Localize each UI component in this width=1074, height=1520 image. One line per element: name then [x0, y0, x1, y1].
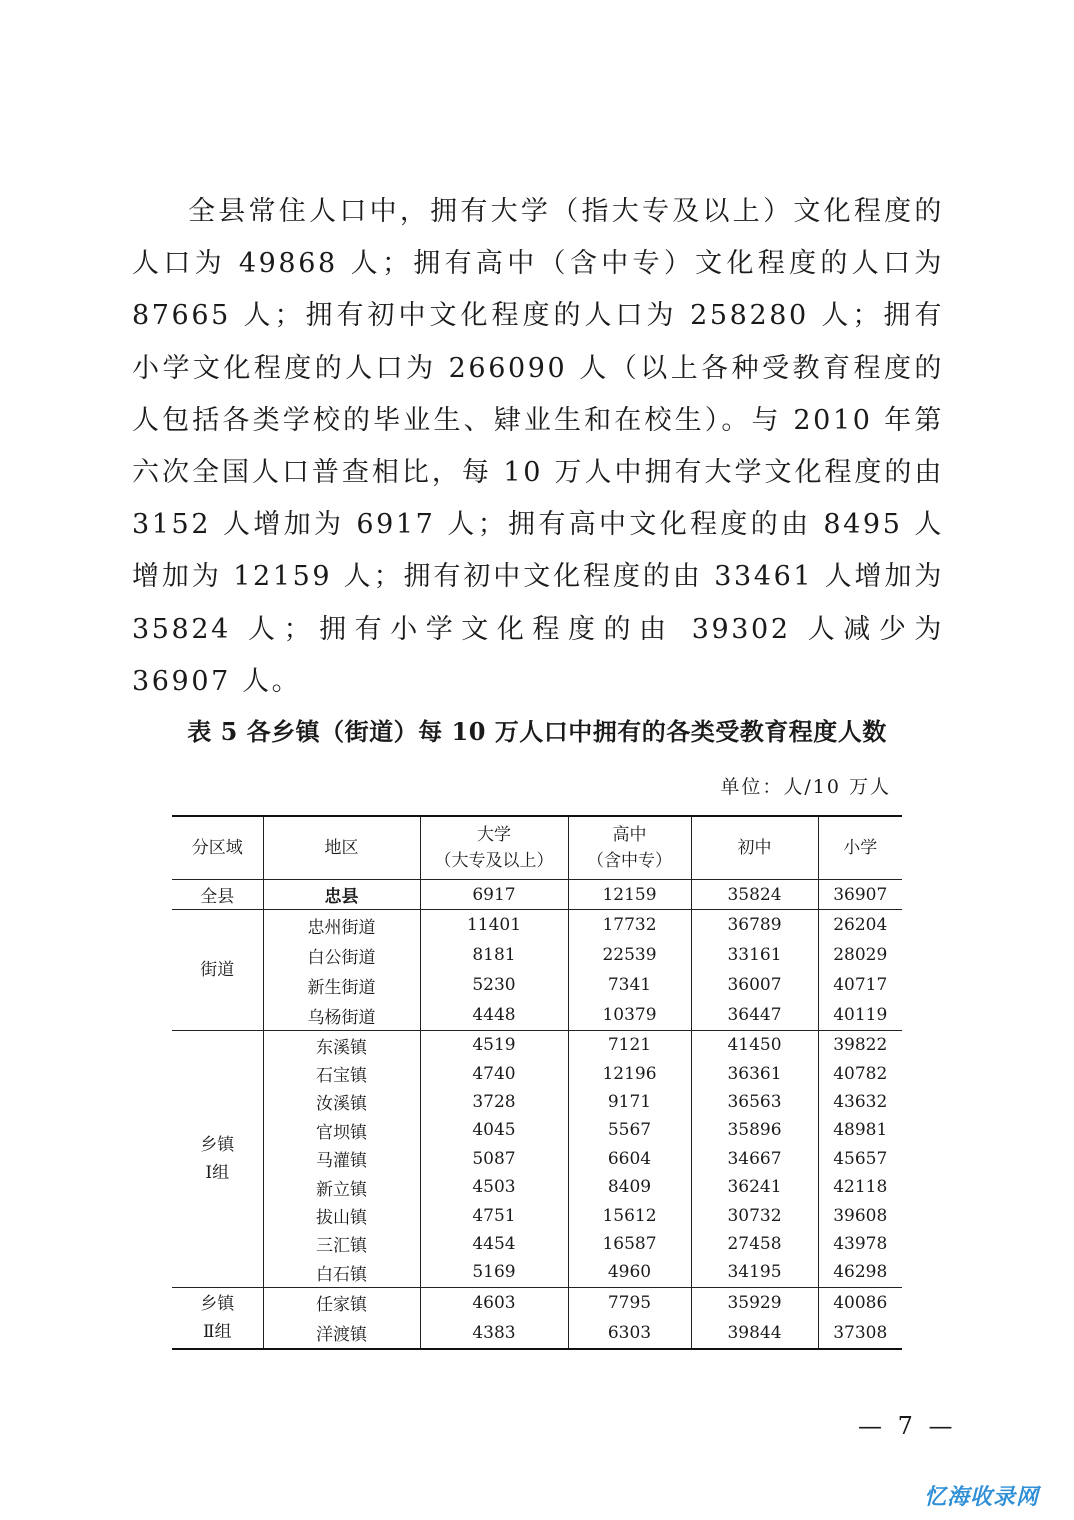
cell-primary: 39822: [818, 1031, 902, 1060]
cell-highschool: 9171: [568, 1088, 691, 1116]
table-title: 表 5 各乡镇（街道）每 10 万人口中拥有的各类受教育程度人数: [187, 717, 887, 746]
table-row: [172, 1145, 902, 1173]
cell-area: 任家镇: [263, 1287, 420, 1318]
header-university-note: （大专及以上）: [434, 851, 554, 871]
table-row-county: [172, 880, 902, 910]
cell-area: 乌杨街道: [263, 1000, 420, 1031]
cell-highschool: 7795: [568, 1287, 691, 1318]
zone-label: 街道: [200, 960, 235, 980]
cell-area: 忠县: [263, 880, 420, 910]
cell-university: 6917: [420, 880, 568, 910]
cell-university: 4603: [420, 1287, 568, 1318]
cell-university: 5087: [420, 1145, 568, 1173]
cell-highschool: 7121: [568, 1031, 691, 1060]
cell-highschool: 8409: [568, 1173, 691, 1201]
table-row: [172, 1000, 902, 1031]
cell-zone-group: [172, 1287, 263, 1349]
cell-university: 5230: [420, 970, 568, 1000]
body-paragraph: 全县常住人口中，拥有大学（指大专及以上）文化程度的人口为 49868 人；拥有高中（含中专）文化程度的人口为 87665 人；拥有初中文化程度的人口为 258280 人；拥有小学文化程度的人口为 266090 人（以上各种受教育程度的人包括各类学校的毕业生、肄业生和在校生）。与 2010 年第六次全国人口普查相比，每 10 万人中拥有大学文化程度的由 3152 人增加为 6917 人；拥有高中文化程度的由 8495 人增加为 12159 人；拥有初中文化程度的由 33461 人增加为 35824 人；拥有小学文化程度的由 39302 人减少为 36907 人。: [132, 196, 944, 697]
cell-area: 忠州街道: [263, 910, 420, 941]
cell-university: 11401: [420, 910, 568, 941]
cell-highschool: 22539: [568, 940, 691, 970]
table-header-row: [172, 816, 902, 880]
cell-highschool: 12196: [568, 1059, 691, 1087]
cell-university: 5169: [420, 1258, 568, 1287]
header-zone: 分区域: [172, 816, 263, 880]
cell-area: 新生街道: [263, 970, 420, 1000]
cell-primary: 46298: [818, 1258, 902, 1287]
cell-area: 东溪镇: [263, 1031, 420, 1060]
cell-university: 8181: [420, 940, 568, 970]
cell-junior: 36361: [691, 1059, 818, 1087]
table-row: [172, 1201, 902, 1229]
cell-primary: 28029: [818, 940, 902, 970]
cell-area: 官坝镇: [263, 1116, 420, 1144]
cell-primary: 26204: [818, 910, 902, 941]
cell-university: 4448: [420, 1000, 568, 1031]
cell-highschool: 5567: [568, 1116, 691, 1144]
cell-area: 石宝镇: [263, 1059, 420, 1087]
header-university: [420, 816, 568, 880]
cell-junior: 35929: [691, 1287, 818, 1318]
cell-zone-group: [172, 1031, 263, 1288]
cell-junior: 27458: [691, 1230, 818, 1258]
zone-sublabel: Ⅰ组: [205, 1162, 230, 1183]
cell-junior: 34667: [691, 1145, 818, 1173]
table-row: [172, 1258, 902, 1287]
page-number: — 7 —: [858, 1412, 957, 1440]
cell-junior: 35824: [691, 880, 818, 910]
cell-area: 白石镇: [263, 1258, 420, 1287]
cell-junior: 39844: [691, 1318, 818, 1349]
cell-highschool: 6604: [568, 1145, 691, 1173]
cell-university: 4751: [420, 1201, 568, 1229]
cell-primary: 40119: [818, 1000, 902, 1031]
cell-university: 4503: [420, 1173, 568, 1201]
table-row: [172, 910, 902, 941]
cell-highschool: 15612: [568, 1201, 691, 1229]
table-unit: 单位：人/10 万人: [720, 776, 891, 798]
cell-junior: 41450: [691, 1031, 818, 1060]
cell-primary: 45657: [818, 1145, 902, 1173]
table-row: [172, 1116, 902, 1144]
header-highschool-note: （含中专）: [587, 851, 672, 871]
header-highschool-main: 高中: [612, 825, 647, 845]
cell-highschool: 10379: [568, 1000, 691, 1031]
table-row: [172, 1059, 902, 1087]
table-row: [172, 970, 902, 1000]
cell-junior: 33161: [691, 940, 818, 970]
cell-primary: 40717: [818, 970, 902, 1000]
zone-sublabel: Ⅱ组: [202, 1321, 232, 1342]
cell-university: 4383: [420, 1318, 568, 1349]
cell-junior: 30732: [691, 1201, 818, 1229]
cell-area: 白公街道: [263, 940, 420, 970]
table-row: [172, 1031, 902, 1060]
table-row: [172, 1088, 902, 1116]
zone-label: 乡镇: [200, 1293, 235, 1314]
cell-junior: 36007: [691, 970, 818, 1000]
cell-junior: 35896: [691, 1116, 818, 1144]
cell-area: 三汇镇: [263, 1230, 420, 1258]
cell-highschool: 7341: [568, 970, 691, 1000]
education-table: [172, 815, 902, 1350]
table-row: [172, 940, 902, 970]
cell-area: 汝溪镇: [263, 1088, 420, 1116]
cell-primary: 43978: [818, 1230, 902, 1258]
cell-primary: 42118: [818, 1173, 902, 1201]
cell-junior: 36447: [691, 1000, 818, 1031]
header-area: 地区: [263, 816, 420, 880]
cell-highschool: 16587: [568, 1230, 691, 1258]
cell-highschool: 17732: [568, 910, 691, 941]
cell-university: 3728: [420, 1088, 568, 1116]
cell-primary: 40086: [818, 1287, 902, 1318]
cell-area: 洋渡镇: [263, 1318, 420, 1349]
table-row: [172, 1287, 902, 1318]
cell-zone-group: [172, 910, 263, 1031]
cell-highschool: 12159: [568, 880, 691, 910]
cell-area: 新立镇: [263, 1173, 420, 1201]
header-primary: 小学: [818, 816, 902, 880]
zone-label: 乡镇: [200, 1134, 235, 1155]
table-row: [172, 1230, 902, 1258]
cell-junior: 34195: [691, 1258, 818, 1287]
cell-area: 马灌镇: [263, 1145, 420, 1173]
cell-university: 4519: [420, 1031, 568, 1060]
cell-university: 4045: [420, 1116, 568, 1144]
cell-primary: 48981: [818, 1116, 902, 1144]
table-row: [172, 1318, 902, 1349]
cell-university: 4740: [420, 1059, 568, 1087]
watermark: 忆海收录网: [924, 1485, 1040, 1510]
cell-primary: 39608: [818, 1201, 902, 1229]
cell-primary: 40782: [818, 1059, 902, 1087]
header-highschool: [568, 816, 691, 880]
table-row: [172, 1173, 902, 1201]
cell-junior: 36789: [691, 910, 818, 941]
cell-university: 4454: [420, 1230, 568, 1258]
header-university-main: 大学: [477, 825, 511, 845]
cell-zone: 全县: [172, 880, 263, 910]
cell-primary: 36907: [818, 880, 902, 910]
cell-primary: 43632: [818, 1088, 902, 1116]
cell-junior: 36241: [691, 1173, 818, 1201]
cell-junior: 36563: [691, 1088, 818, 1116]
cell-primary: 37308: [818, 1318, 902, 1349]
cell-highschool: 6303: [568, 1318, 691, 1349]
cell-area: 拔山镇: [263, 1201, 420, 1229]
cell-highschool: 4960: [568, 1258, 691, 1287]
header-junior: 初中: [691, 816, 818, 880]
